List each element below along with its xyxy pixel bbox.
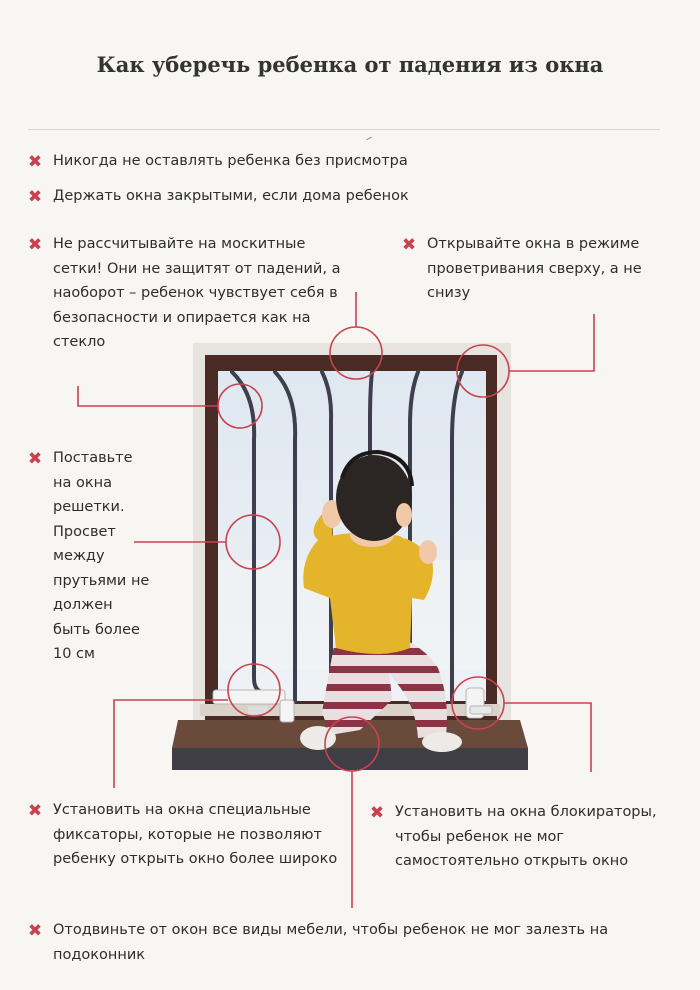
- cross-icon: ✖: [369, 803, 385, 823]
- tip-mosquito-nets: ✖ Не рассчитывайте на москитные сетки! Они не защитят от падений, а наоборот – ребенок чувствует себя в безопасности и опирается как на стекло: [27, 235, 341, 350]
- tip-bars: ✖ Поставьте на окна решетки. Просвет между прутьями не должен быть более 10 см: [27, 449, 150, 662]
- cross-icon: ✖: [27, 235, 43, 255]
- tip-keep-closed: ✖ Держать окна закрытыми, если дома ребенок: [27, 187, 409, 207]
- tip-blockers: ✖ Установить на окна блокираторы, чтобы ребенок не мог самостоятельно открыть окно: [369, 803, 657, 869]
- cross-icon: ✖: [401, 235, 417, 255]
- cross-icon: ✖: [27, 152, 43, 172]
- tip-latches: ✖ Установить на окна специальные фиксаторы, которые не позволяют ребенку открыть окно более широко: [27, 801, 338, 867]
- tip-ventilation: ✖ Открывайте окна в режиме проветривания сверху, а не снизу: [401, 235, 642, 301]
- cross-icon: ✖: [27, 449, 43, 469]
- tip-never-leave: ✖ Никогда не оставлять ребенка без присмотра: [27, 152, 408, 172]
- tip-furniture: ✖ Отодвиньте от окон все виды мебели, чтобы ребенок не мог залезть на подоконник: [27, 921, 609, 963]
- cross-icon: ✖: [27, 801, 43, 821]
- cross-icon: ✖: [27, 187, 43, 207]
- page-title: Как уберечь ребенка от падения из окна: [96, 52, 604, 77]
- cross-icon: ✖: [27, 921, 43, 941]
